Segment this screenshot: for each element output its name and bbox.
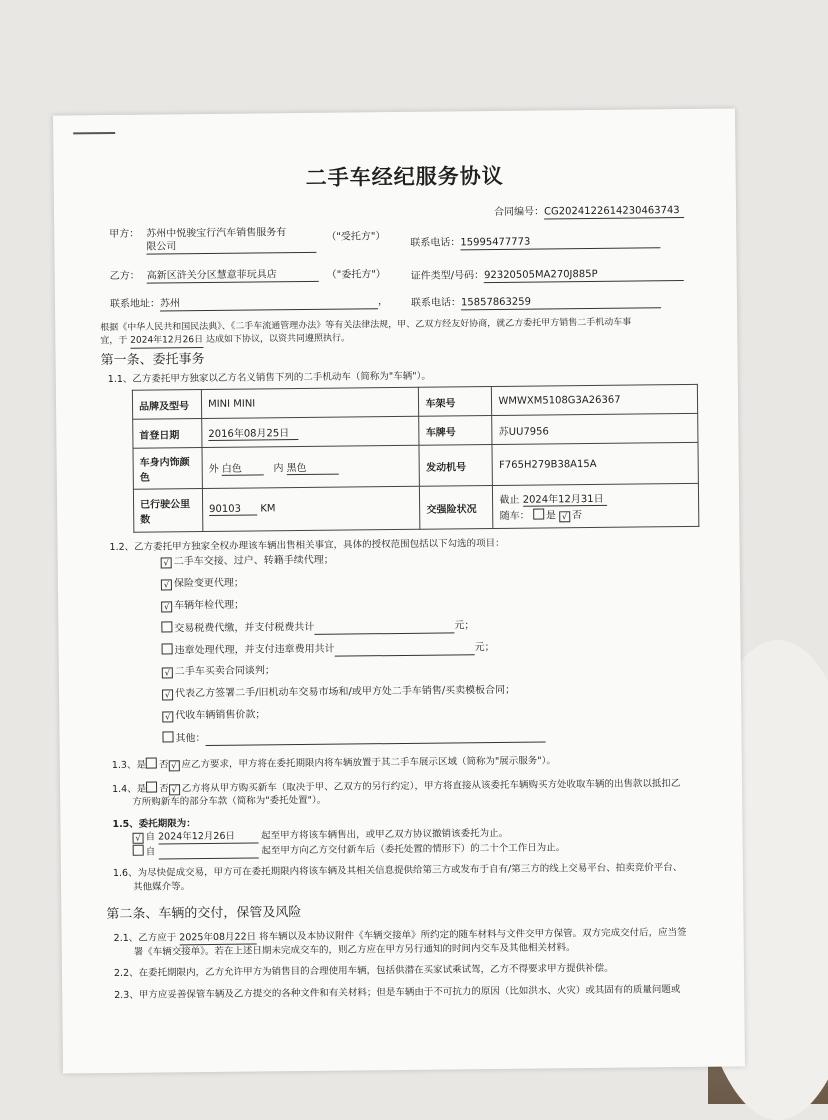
vehicle-info-table xyxy=(132,384,699,533)
party-b-name: 高新区浒关分区慧意菲玩具店 xyxy=(147,268,319,284)
option-item: √ 代收车辆销售价款； xyxy=(162,708,265,722)
article-2-title: 第二条、车辆的交付，保管及风险 xyxy=(106,905,302,923)
reg-date-label: 首登日期 xyxy=(133,419,202,449)
engine-value: F765H279B38A15A xyxy=(492,442,698,485)
checkbox-icon: √ xyxy=(162,667,173,678)
checkbox-empty-icon xyxy=(533,508,544,519)
checkbox-icon: √ xyxy=(161,557,172,568)
table-row xyxy=(133,442,698,489)
clause-2-2: 2.2、在委托期限内，乙方允许甲方为销售目的合理使用车辆，包括供潜在买家试乘试驾，乙方不得要求甲方提供补偿。 xyxy=(113,962,614,980)
color-label: 车身内饰颜色 xyxy=(133,448,202,490)
insurance-value: 截止 2024年12月31日 随车： 是 √ 否 xyxy=(493,483,699,528)
checkbox-checked-icon: √ xyxy=(168,760,179,771)
document-title: 二手车经纪服务协议 xyxy=(305,163,504,190)
checkbox-icon xyxy=(133,845,144,856)
option-item: √ 二手车买卖合同谈判； xyxy=(162,664,275,678)
reg-date-value: 2016年08月25日 xyxy=(202,416,420,447)
mileage-value: 90103 KM xyxy=(202,486,420,531)
option-item: √ 二手车交接、过户、转籍手续代理； xyxy=(161,554,334,569)
plate-value: 苏UU7956 xyxy=(492,413,698,444)
checkbox-icon xyxy=(162,731,173,742)
clause-1-2: 1.2、乙方委托甲方独家全权办理该车辆出售相关事宜，具体的授权范围包括以下勾选的项目： xyxy=(109,537,505,554)
party-a-phone: 联系电话：15995477773 xyxy=(410,234,660,251)
contract-number: 合同编号：CG20241226142304637​43 xyxy=(494,204,684,220)
contact-phone: 联系电话：15857863259 xyxy=(411,294,661,311)
checkbox-icon xyxy=(162,643,173,654)
clause-2-1: 2.1、乙方应于 2025年08月22日 将车辆以及本协议附件《车辆交接单》所约定的随车材料与文件交甲方保管。双方完成交付后，应当签 xyxy=(113,927,687,945)
vin-label: 车架号 xyxy=(419,387,492,417)
clause-1-6: 1.6、为尽快促成交易，甲方可在委托期限内将该车辆及其相关信息提供给第三方或发布于自有/第三方的线上交易平台、拍卖竞价平台、 xyxy=(112,862,683,880)
color-value: 外 白色 内 黑色 xyxy=(202,445,420,488)
brand-label: 品牌及型号 xyxy=(132,390,201,420)
option-item: 交易税费代缴，并支付税费共计 元； xyxy=(161,618,474,636)
clause-1-5: 1.5、委托期限为： xyxy=(112,818,196,831)
insurance-label: 交强险状况 xyxy=(420,486,493,530)
table-row xyxy=(133,483,698,532)
checkbox-icon: √ xyxy=(161,601,172,612)
contract-page xyxy=(53,108,745,1073)
clause-2-3: 2.3、甲方应妥善保管车辆及乙方提交的各种文件和有关材料；但是车辆由于不可抗力的原因（比如洪水、火灾）或其固有的质量问题或 xyxy=(114,984,681,1002)
clause-1-4-cont: 方所购新车的部分车款（简称为"委托处置"）。 xyxy=(132,794,327,808)
vin-value: WMWXM5108G3A26367 xyxy=(492,384,698,415)
checkbox-icon: √ xyxy=(162,689,173,700)
party-a-label: 甲方： xyxy=(109,228,140,241)
plate-label: 车牌号 xyxy=(419,416,492,446)
party-b-role: （"委托方"） xyxy=(326,269,386,281)
checkbox-icon xyxy=(146,758,157,769)
term-option-1: √ 自 2024年12月26日 起至甲方将该车辆售出，或甲乙双方协议撤销该委托为止。 xyxy=(132,827,508,845)
option-item: √ 保险变更代理； xyxy=(161,577,244,591)
party-a-role: （"受托方"） xyxy=(326,231,386,243)
clause-1-4: 1.4、是 否 √ 乙方将从甲方购买新车（取决于甲、乙双方的另行约定），甲方将直接从该委托车辆购买方处收取车辆的出售款以抵扣乙 xyxy=(112,778,681,796)
checkbox-icon: √ xyxy=(162,711,173,722)
contact-address: 联系地址：苏州 ， xyxy=(109,296,389,311)
checkbox-icon xyxy=(146,782,157,793)
option-item: √ 车辆年检代理； xyxy=(161,599,244,613)
checkbox-icon: √ xyxy=(161,579,172,590)
clause-1-3: 1.3、是 否 √ 应乙方要求，甲方将在委托期限内将车辆放置于其二手车展示区域（简称为"展示服务"）。 xyxy=(111,755,556,772)
party-b-label: 乙方： xyxy=(109,270,140,283)
mileage-label: 已行驶公里数 xyxy=(133,489,202,533)
engine-label: 发动机号 xyxy=(419,445,492,487)
option-item: 其他： xyxy=(162,727,545,746)
party-a-name: 苏州中悦骏宝行汽车销售服务有 限公司 xyxy=(146,226,316,255)
clause-1-6-cont: 其他媒介等。 xyxy=(133,881,191,893)
preamble-line-1: 根据《中华人民共和国民法典》、《二手车流通管理办法》等有关法律法规，甲、乙双方经友好协商，就乙方委托甲方销售二手机动车事 xyxy=(100,317,632,334)
checkbox-icon xyxy=(161,621,172,632)
clause-1-1: 1.1、乙方委托甲方独家以乙方名义销售下列的二手机动车（简称为"车辆"）。 xyxy=(107,370,431,386)
party-b-id: 证件类型/号码：92320505MA270J885P xyxy=(411,267,685,284)
term-option-2: 自 起至甲方向乙方交付新车后（委托处置的情形下）的二十个工作日为止。 xyxy=(133,840,566,860)
option-item: 违章处理代理，并支付违章费用共计 元； xyxy=(162,640,495,658)
checkbox-checked-icon: √ xyxy=(169,784,180,795)
checkbox-checked-icon: √ xyxy=(559,511,570,522)
option-item: √ 代表乙方签署二手/旧机动车交易市场和/或甲方处二手车销售/买卖模板合同； xyxy=(162,684,515,701)
article-1-title: 第一条、委托事务 xyxy=(100,352,205,369)
staple-mark xyxy=(73,132,115,134)
brand-value: MINI MINI xyxy=(201,387,419,418)
preamble-line-2: 宜，于 2024年12月26日 达成如下协议，以资共同遵照执行。 xyxy=(100,333,350,350)
checkbox-checked-icon: √ xyxy=(133,833,144,844)
clause-2-1-cont: 署《车辆交接单》。若在上述日期未完成交车的，则乙方应在甲方另行通知的时间内交车及其他相关材料。 xyxy=(133,942,576,958)
